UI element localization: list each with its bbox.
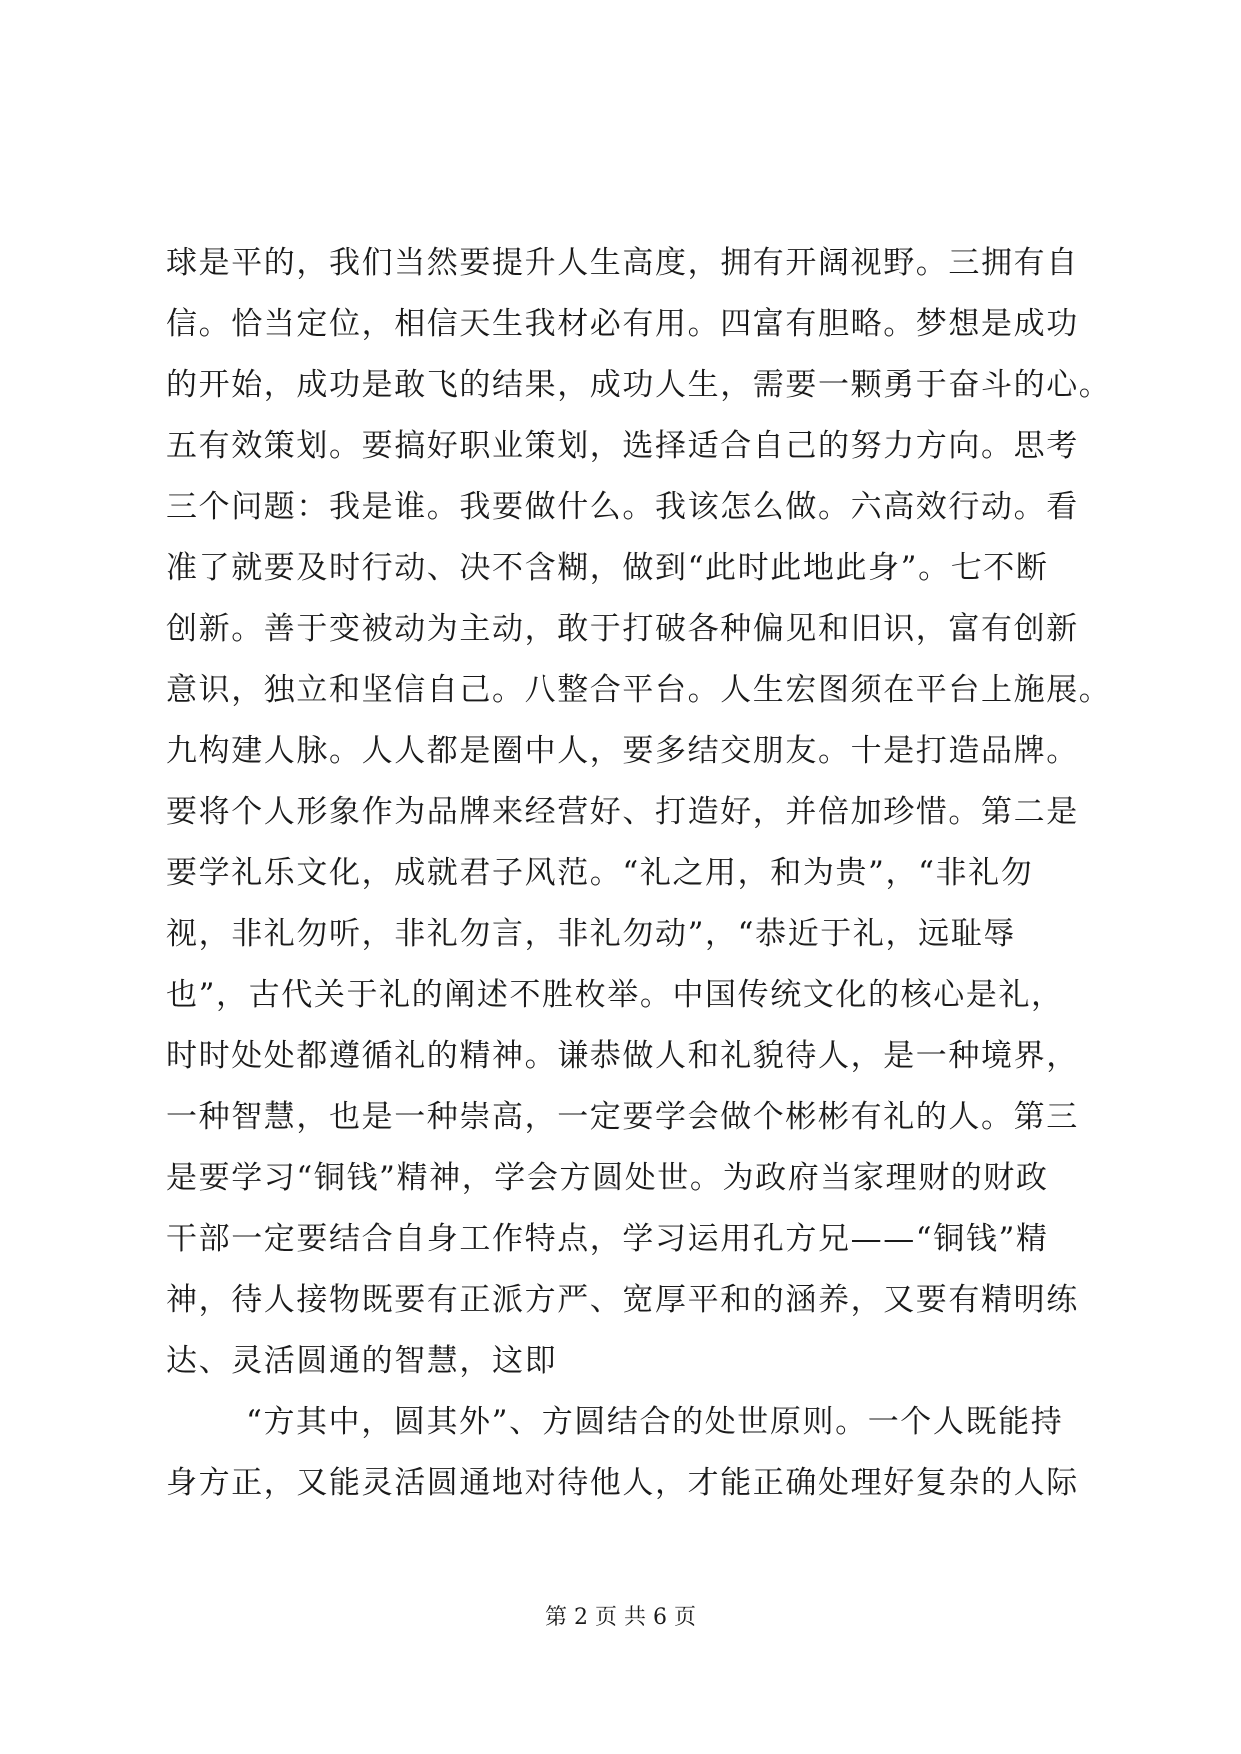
body-text [166,233,1112,1514]
text-line: 时时处处都遵循礼的精神。谦恭做人和礼貌待人，是一种境界， [166,1038,1079,1074]
text-line: 要学礼乐文化，成就君子风范。“礼之用，和为贵”，“非礼勿 [166,855,1034,891]
text-line: 信。恰当定位，相信天生我材必有用。四富有胆略。梦想是成功 [166,306,1079,342]
text-line: 干部一定要结合自身工作特点，学习运用孔方兄——“铜钱”精 [166,1221,1049,1257]
text-line: 球是平的，我们当然要提升人生高度，拥有开阔视野。三拥有自 [166,245,1079,281]
text-line: 创新。善于变被动为主动，敢于打破各种偏见和旧识，富有创新 [166,611,1079,647]
text-line: 意识，独立和坚信自己。八整合平台。人生宏图须在平台上施展。 [166,672,1112,708]
text-line: 也”，古代关于礼的阐述不胜枚举。中国传统文化的核心是礼， [166,977,1064,1013]
text-line: 准了就要及时行动、决不含糊，做到“此时此地此身”。七不断 [166,550,1049,586]
text-line: 达、灵活圆通的智慧，这即 [166,1343,558,1379]
paragraph-start-line: “方其中，圆其外”、方圆结合的处世原则。一个人既能持 [246,1404,1064,1440]
text-line: 身方正，又能灵活圆通地对待他人，才能正确处理好复杂的人际 [166,1465,1079,1501]
text-line: 的开始，成功是敢飞的结果，成功人生，需要一颗勇于奋斗的心。 [166,367,1112,403]
text-line: 视，非礼勿听，非礼勿言，非礼勿动”，“恭近于礼，远耻辱 [166,916,1016,952]
text-line: 要将个人形象作为品牌来经营好、打造好，并倍加珍惜。第二是 [166,794,1079,830]
text-line: 九构建人脉。人人都是圈中人，要多结交朋友。十是打造品牌。 [166,733,1079,769]
page-footer: 第 2 页 共 6 页 [545,1605,696,1630]
text-line: 神，待人接物既要有正派方严、宽厚平和的涵养，又要有精明练 [166,1282,1079,1318]
text-line: 是要学习“铜钱”精神，学会方圆处世。为政府当家理财的财政 [166,1160,1049,1196]
text-line: 五有效策划。要搞好职业策划，选择适合自己的努力方向。思考 [166,428,1079,464]
text-line: 一种智慧，也是一种崇高，一定要学会做个彬彬有礼的人。第三 [166,1099,1079,1135]
text-line: 三个问题：我是谁。我要做什么。我该怎么做。六高效行动。看 [166,489,1079,525]
